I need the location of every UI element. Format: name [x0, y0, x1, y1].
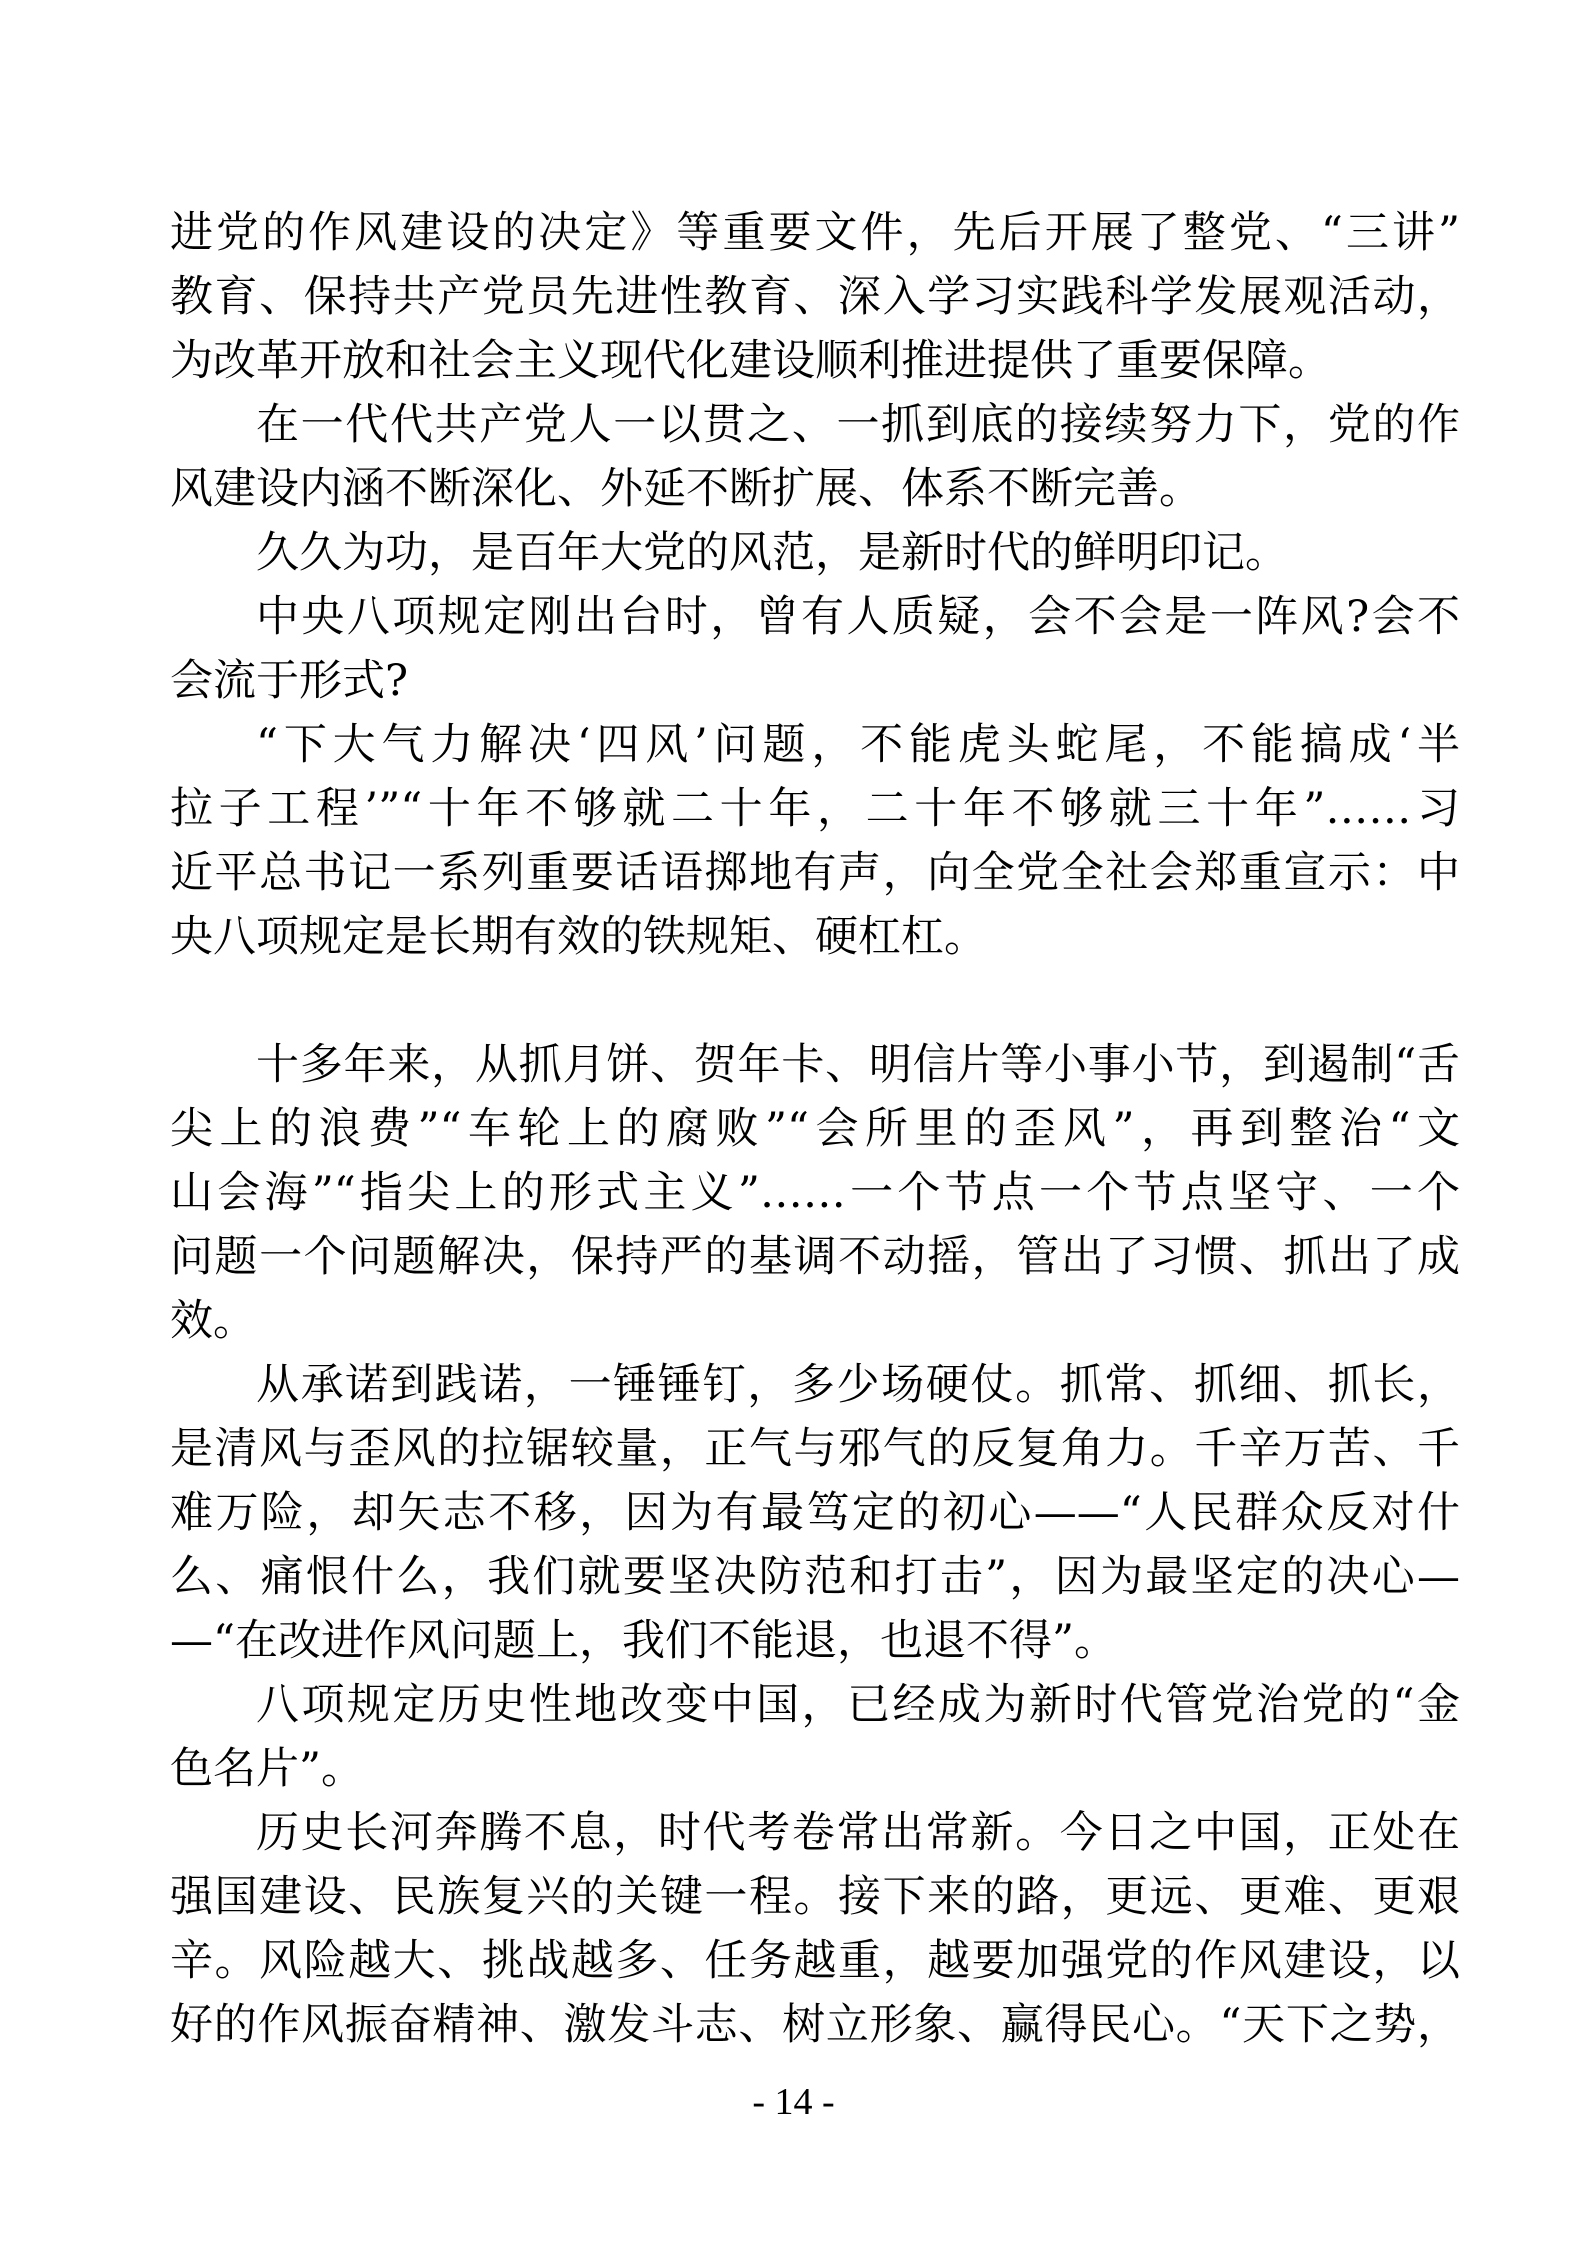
text-line: 久久为功，是百年大党的风范，是新时代的鲜明印记。 [256, 528, 1288, 578]
text-line: —“在改进作风问题上，我们不能退，也退不得”。 [170, 1616, 1117, 1666]
text-line: 在一代代共产党人一以贯之、一抓到底的接续努力下，党的作 [256, 400, 1460, 450]
text-line: 进党的作风建设的决定》等重要文件，先后开展了整党、“三讲” [170, 208, 1460, 258]
text-line: 中央八项规定刚出台时，曾有人质疑，会不会是一阵风?会不 [256, 592, 1460, 642]
text-line: 尖上的浪费”“车轮上的腐败”“会所里的歪风”，再到整治“文 [170, 1104, 1460, 1154]
text-line: 拉子工程’”“十年不够就二十年，二十年不够就三十年”……习 [170, 784, 1460, 834]
text-line: 效。 [170, 1296, 256, 1346]
text-line: 问题一个问题解决，保持严的基调不动摇，管出了习惯、抓出了成 [170, 1232, 1460, 1282]
text-line: 央八项规定是长期有效的铁规矩、硬杠杠。 [170, 912, 987, 962]
page-footer [0, 2080, 1587, 2124]
text-line: 色名片”。 [170, 1744, 364, 1794]
text-line: “下大气力解决‘四风’问题，不能虎头蛇尾，不能搞成‘半 [256, 720, 1460, 770]
text-line: 好的作风振奋精神、激发斗志、树立形象、赢得民心。“天下之势， [170, 2000, 1460, 2050]
text-line: 从承诺到践诺，一锤锤钉，多少场硬仗。抓常、抓细、抓长， [256, 1360, 1460, 1410]
text-line: 会流于形式? [170, 656, 409, 706]
text-line: 难万险，却矢志不移，因为有最笃定的初心——“人民群众反对什 [170, 1488, 1460, 1538]
text-line: 近平总书记一系列重要话语掷地有声，向全党全社会郑重宣示：中 [170, 848, 1460, 898]
text-line: 风建设内涵不断深化、外延不断扩展、体系不断完善。 [170, 464, 1202, 514]
text-line: 么、痛恨什么，我们就要坚决防范和打击”，因为最坚定的决心— [170, 1552, 1460, 1602]
text-line: 教育、保持共产党员先进性教育、深入学习实践科学发展观活动， [170, 272, 1460, 322]
text-line: 八项规定历史性地改变中国，已经成为新时代管党治党的“金 [256, 1680, 1460, 1730]
document-body [170, 201, 1460, 2057]
blank-line [170, 969, 1460, 1033]
text-line: 为改革开放和社会主义现代化建设顺利推进提供了重要保障。 [170, 336, 1331, 386]
text-line: 十多年来，从抓月饼、贺年卡、明信片等小事小节，到遏制“舌 [256, 1040, 1460, 1090]
text-line: 山会海”“指尖上的形式主义”……一个节点一个节点坚守、一个 [170, 1168, 1460, 1218]
text-line: 辛。风险越大、挑战越多、任务越重，越要加强党的作风建设，以 [170, 1936, 1460, 1986]
text-line: 强国建设、民族复兴的关键一程。接下来的路，更远、更难、更艰 [170, 1872, 1460, 1922]
page-number: - 14 - [752, 2081, 835, 2123]
text-line: 历史长河奔腾不息，时代考卷常出常新。今日之中国，正处在 [256, 1808, 1460, 1858]
text-line: 是清风与歪风的拉锯较量，正气与邪气的反复角力。千辛万苦、千 [170, 1424, 1460, 1474]
